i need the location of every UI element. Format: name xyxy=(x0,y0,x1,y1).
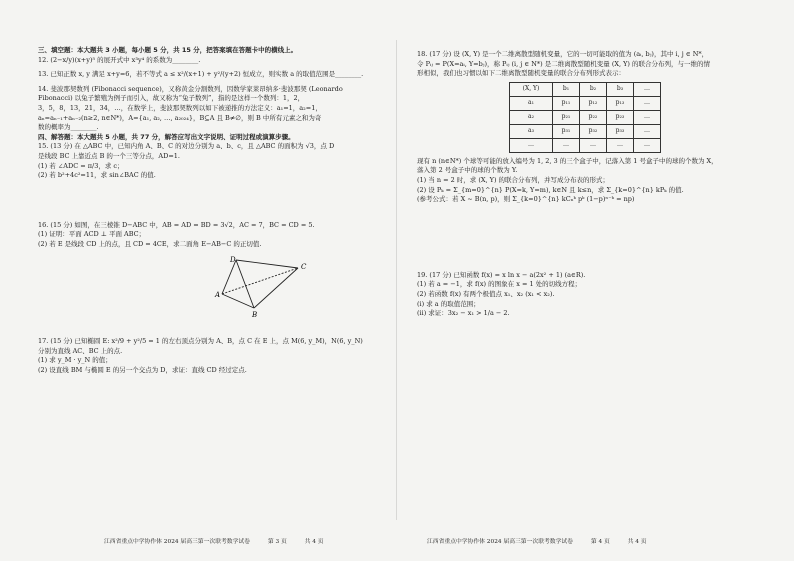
text-line: (参考公式：若 X ~ B(n, p)，则 Σ_{k=0}^{n} kCₙᵏ pᵏ (1−p)ⁿ⁻ᵏ = np) xyxy=(417,195,635,204)
text-line: (2) 设 Pₖ = Σ_{m=0}^{n} P(X=k, Y=m), k∈N 且 k≤n，求 Σ_{k=0}^{n} kPₖ 的值. xyxy=(417,185,684,194)
spacer xyxy=(417,245,766,271)
left-page-content xyxy=(38,46,389,375)
vertex-label-B: B xyxy=(252,310,258,319)
edge-BC xyxy=(254,268,298,308)
table-cell: p₁₂ xyxy=(580,96,607,110)
spacer xyxy=(38,321,389,337)
footer-school: 江西省重点中学协作体 2024 届高三第一次联考数学试卷 xyxy=(427,539,573,545)
table-header-cell: … xyxy=(634,82,661,96)
table-header-row xyxy=(510,82,661,96)
table-cell: p₃₁ xyxy=(553,124,580,138)
text-line: (1) 证明：平面 ACD ⊥ 平面 ABC； xyxy=(38,230,146,239)
footer-right xyxy=(427,536,663,545)
table-row xyxy=(510,124,661,138)
text-line: 19. (17 分) 已知函数 f(x) = x ln x − a(2x² + 1) (a∈R). xyxy=(417,270,586,279)
text-line: (2) 若 b²+4c²=11，求 sin∠BAC 的值. xyxy=(38,171,156,180)
tetrahedron-svg xyxy=(214,254,314,319)
table-row xyxy=(510,96,661,110)
page-right xyxy=(397,0,794,561)
text-line: (1) 若 a = −1，求 f(x) 的图象在 x = 1 处的切线方程； xyxy=(417,280,582,289)
vertex-label-C: C xyxy=(301,262,307,271)
table-cell: p₂₁ xyxy=(553,110,580,124)
footer-total-pages: 共 4 页 xyxy=(627,539,647,545)
right-page-content xyxy=(417,50,766,319)
table-cell: p₁₁ xyxy=(553,96,580,110)
footer-left xyxy=(104,536,340,545)
table-cell: … xyxy=(634,138,661,152)
table-header-cell: b₂ xyxy=(580,82,607,96)
text-line: 14. 斐波那契数列 (Fibonacci sequence)，又称黄金分割数列，因数学家莱昂纳多·斐波那契 (Leonardo xyxy=(38,84,343,93)
table-cell: p₂₃ xyxy=(607,110,634,124)
text-line: 12. (2−x/y)(x+y)⁵ 的展开式中 x³y⁴ 的系数为________. xyxy=(38,55,201,64)
text-line: 16. (15 分) 如图，在三棱锥 D−ABC 中，AB = AD = BD = 3√2，AC = 7，BC = CD = 5. xyxy=(38,220,315,229)
text-line: Fibonacci) 以兔子繁殖为例子而引入，故又称为“兔子数列”，指的是这样一个数列：1，2， xyxy=(38,94,305,103)
table-row xyxy=(510,138,661,152)
table-header-cell: (X, Y) xyxy=(510,82,553,96)
text-line: 数的概率为________. xyxy=(38,123,99,132)
table-cell: … xyxy=(510,138,553,152)
text-line: (ii) 求证：3x₂ − x₁ > 1/a − 2. xyxy=(417,309,510,318)
edge-DB xyxy=(236,260,254,308)
text-line: (2) 设直线 BM 与椭圆 E 的另一个交点为 D，求证：直线 CD 经过定点. xyxy=(38,365,247,374)
vertex-label-D: D xyxy=(230,255,236,264)
table-cell: … xyxy=(580,138,607,152)
text-line: 令 Pᵢⱼ = P(X=aᵢ, Y=bⱼ)，称 Pᵢⱼ (i, j ∈ N*) 是二维离散型随机变量 (X, Y) 的联合分布列，与一维的情 xyxy=(417,59,711,68)
text-line: 三、填空题：本大题共 3 小题，每小题 5 分，共 15 分，把答案填在答题卡中的横线上。 xyxy=(38,46,298,54)
table-cell: a₂ xyxy=(510,110,553,124)
text-line: 落入第 2 号盒子中的球的个数为 Y. xyxy=(417,166,518,175)
edge-AC xyxy=(222,268,298,294)
table-cell: p₃₃ xyxy=(607,124,634,138)
text-line: (1) 当 n = 2 时，求 (X, Y) 的联合分布列，并写成分布表的形式； xyxy=(417,175,610,184)
text-line: 分别为直线 AC、BC 上的点. xyxy=(38,346,123,355)
table-cell: a₃ xyxy=(510,124,553,138)
spacer xyxy=(38,181,389,221)
table-header-cell: b₃ xyxy=(607,82,634,96)
table-cell: … xyxy=(607,138,634,152)
text-line: (1) 求 y_M · y_N 的值； xyxy=(38,356,112,365)
text-line: 17. (15 分) 已知椭圆 E: x²/9 + y²/5 = 1 的左右顶点分别为 A、B，点 C 在 E 上，点 M(6, y_M)，N(6, y_N) xyxy=(38,337,363,346)
text-line: 13. 已知正数 x, y 满足 x+y=6，若不等式 a ≤ x²/(x+1) + y²/(y+2) 恒成立，则实数 a 的取值范围是________. xyxy=(38,70,364,79)
text-line: aₙ=aₙ₋₁+aₙ₋₂(n≥2, n∈N*)，A={a₁, a₂, …, a₂₀₂₄}，B⊆A 且 B≠∅，则 B 中所有元素之和为奇 xyxy=(38,113,322,122)
text-line: (2) 若函数 f(x) 有两个极值点 x₁、x₂ (x₁ < x₂). xyxy=(417,289,555,298)
table-cell: p₂₂ xyxy=(580,110,607,124)
footer-school: 江西省重点中学协作体 2024 届高三第一次联考数学试卷 xyxy=(104,539,250,545)
text-line: 现有 n (n∈N*) 个球等可能的放入编号为 1, 2, 3 的三个盒子中，记落入第 1 号盒子中的球的个数为 X， xyxy=(417,156,718,165)
table-row xyxy=(510,110,661,124)
text-line: 3，5，8，13，21，34，…，在数学上，斐波那契数列以如下被递推的方法定义：a₁=1，a₂=1， xyxy=(38,103,322,112)
table-cell: a₁ xyxy=(510,96,553,110)
table-cell: p₃₂ xyxy=(580,124,607,138)
footer-page-number: 第 3 页 xyxy=(267,539,287,545)
text-line: 是线段 BC 上靠近点 B 的一个三等分点，AD=1. xyxy=(38,151,180,160)
table-header-cell: b₁ xyxy=(553,82,580,96)
text-line: (i) 求 a 的取值范围； xyxy=(417,299,480,308)
joint-distribution-table xyxy=(509,82,661,153)
vertex-label-A: A xyxy=(215,290,221,299)
table-cell: … xyxy=(634,96,661,110)
footer-page-number: 第 4 页 xyxy=(590,539,610,545)
edge-DC xyxy=(236,260,298,268)
edge-DA xyxy=(222,260,236,294)
text-line: 形相似，我们也习惯以如下二维离散型随机变量的联合分布列形式表示： xyxy=(417,69,625,78)
table-cell: … xyxy=(634,110,661,124)
tetrahedron-figure xyxy=(214,254,389,318)
text-line: 18. (17 分) 设 (X, Y) 是一个二维离散型随机变量，它的一切可能取的值为 (aᵢ, bⱼ)，其中 i, j ∈ N*， xyxy=(417,50,709,58)
table-cell: p₁₃ xyxy=(607,96,634,110)
footer-total-pages: 共 4 页 xyxy=(304,539,324,545)
text-line: 四、解答题：本大题共 5 小题，共 77 分，解答应写出文字说明、证明过程或演算步骤。 xyxy=(38,132,295,141)
text-line: (1) 若 ∠ADC = π/3，求 c； xyxy=(38,161,124,170)
text-line: 15. (13 分) 在 △ABC 中，已知内角 A、B、C 的对边分别为 a、b、c，且 △ABC 的面积为 √3，点 D xyxy=(38,142,335,151)
table-cell: … xyxy=(553,138,580,152)
spacer xyxy=(417,205,766,245)
table-cell: … xyxy=(634,124,661,138)
text-line: (2) 若 E 是线段 CD 上的点，且 CD = 4CE，求二面角 E−AB−C 的正切值. xyxy=(38,239,262,248)
